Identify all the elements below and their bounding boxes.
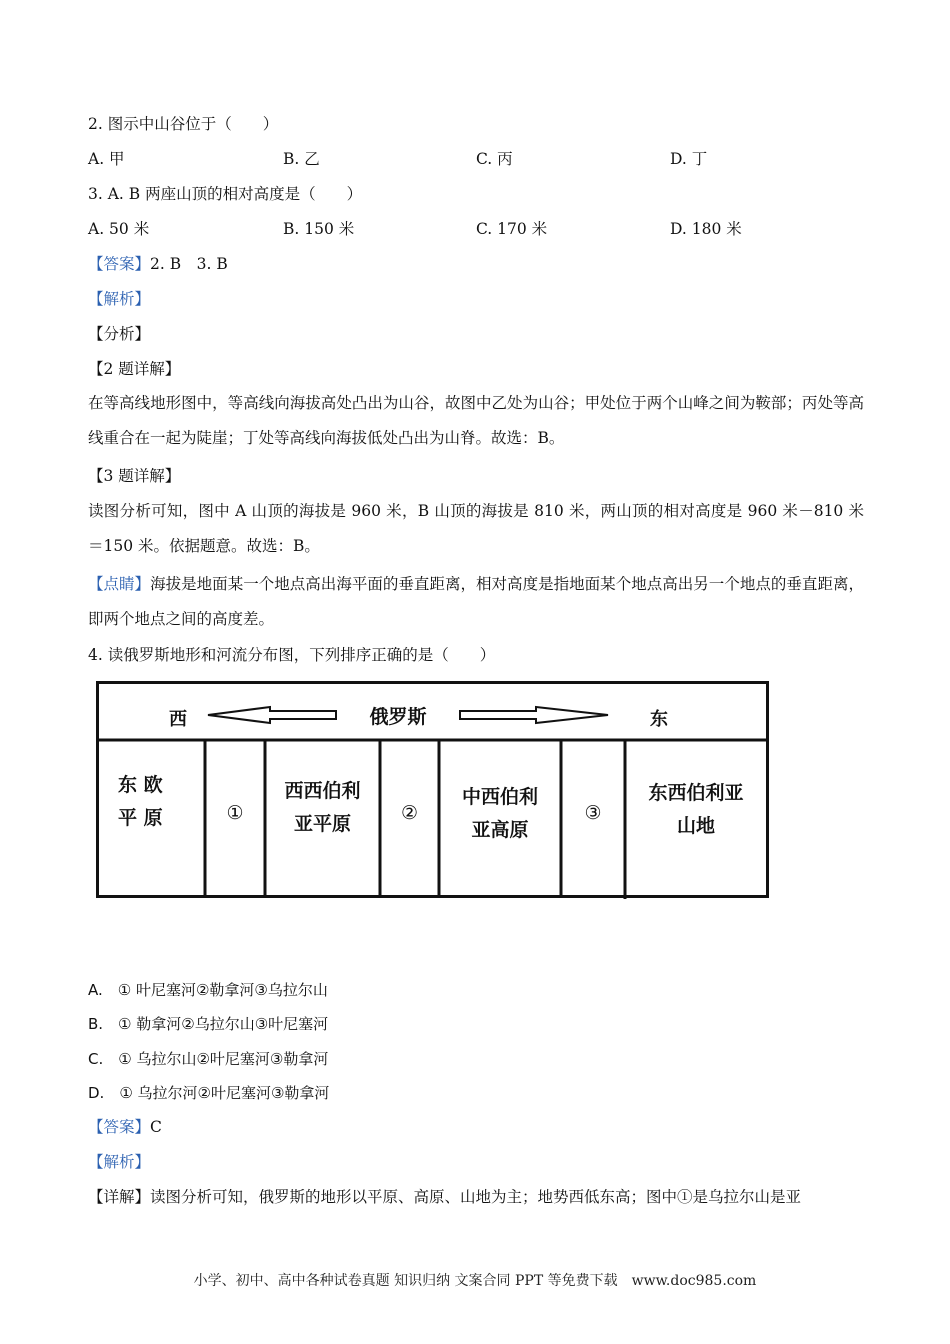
q3-option-d: D. 180 米 (670, 220, 742, 238)
fenxi-tag: 【分析】 (88, 325, 151, 343)
q4-option-b: B. ① 勒拿河②乌拉尔山③叶尼塞河 (88, 1015, 329, 1033)
answer-tag: 【答案】 (88, 1118, 151, 1136)
analysis-tag: 【解析】 (88, 1153, 151, 1171)
q4-option-c: C. ① 乌拉尔山②叶尼塞河③勒拿河 (88, 1050, 329, 1068)
detail2-text: 在等高线地形图中，等高线向海拔高处凸出为山谷，故图中乙处为山谷；甲处位于两个山峰之间为鞍部；丙处等高线重合在一起为陡崖；丁处等高线向海拔低处凸出为山脊。故选：B。 (88, 394, 864, 447)
cell-east-european-plain: 东 欧 平 原 (118, 774, 163, 829)
page-footer: 小学、初中、高中各种试卷真题 知识归纳 文案合同 PPT 等免费下载 www.doc985.com (193, 1273, 757, 1289)
cell-marker-2: ② (400, 802, 419, 824)
q3-stem: 3. A. B 两座山顶的相对高度是（ ） (88, 185, 363, 203)
answer-text: C (150, 1118, 162, 1136)
q2-option-a: A. 甲 (88, 150, 125, 168)
q2-option-c: C. 丙 (476, 150, 513, 168)
q4-option-d: D. ① 乌拉尔河②叶尼塞河③勒拿河 (88, 1084, 330, 1102)
q2-option-b: B. 乙 (283, 150, 320, 168)
russia-terrain-diagram (96, 681, 769, 899)
detail3-title: 【3 题详解】 (88, 467, 181, 485)
q2-stem: 2. 图示中山谷位于（ ） (88, 115, 279, 133)
east-arrow-icon (460, 707, 608, 723)
detail3-text: 读图分析可知，图中 A 山顶的海拔是 960 米，B 山顶的海拔是 810 米，两山顶的相对高度是 960 米－810 米＝150 米。依据题意。故选：B。 (88, 502, 864, 555)
q3-option-b: B. 150 米 (283, 220, 355, 238)
q2-option-d: D. 丁 (670, 150, 708, 168)
dianjing-text: 海拔是地面某一个地点高出海平面的垂直距离，相对高度是指地面某个地点高出另一个地点的垂直距离，即两个地点之间的高度差。 (88, 575, 864, 628)
diagram-west-label: 西 (169, 709, 187, 730)
q3-option-c: C. 170 米 (476, 220, 548, 238)
detail4-tag: 【详解】 (88, 1188, 151, 1206)
cell-marker-1: ① (226, 802, 244, 824)
cell-east-siberian-mountains: 东西伯利亚 山地 (648, 782, 744, 837)
answer-tag: 【答案】 (88, 255, 151, 273)
dianjing-paragraph (88, 567, 864, 637)
diagram-east-label: 东 (650, 709, 668, 730)
answer-line-2 (88, 1117, 162, 1137)
west-arrow-icon (208, 707, 336, 723)
detail2-title: 【2 题详解】 (88, 360, 181, 378)
answer-text: 2. B 3. B (150, 255, 228, 273)
detail4-line (88, 1187, 801, 1207)
dianjing-tag: 【点睛】 (88, 575, 151, 593)
q3-option-a: A. 50 米 (88, 220, 150, 238)
q4-option-a: A. ① 叶尼塞河②勒拿河③乌拉尔山 (88, 981, 328, 999)
cell-marker-3: ③ (584, 802, 602, 824)
cell-central-siberian-plateau: 中西伯利 亚高原 (461, 786, 538, 841)
diagram-russia-label: 俄罗斯 (369, 706, 427, 728)
answer-line-1 (88, 254, 228, 274)
detail4-text: 读图分析可知，俄罗斯的地形以平原、高原、山地为主；地势西低东高；图中①是乌拉尔山是亚 (150, 1188, 802, 1206)
cell-west-siberian-plain: 西西伯利 亚平原 (284, 780, 361, 835)
analysis-tag: 【解析】 (88, 290, 151, 308)
q4-stem: 4. 读俄罗斯地形和河流分布图，下列排序正确的是（ ） (88, 646, 496, 664)
